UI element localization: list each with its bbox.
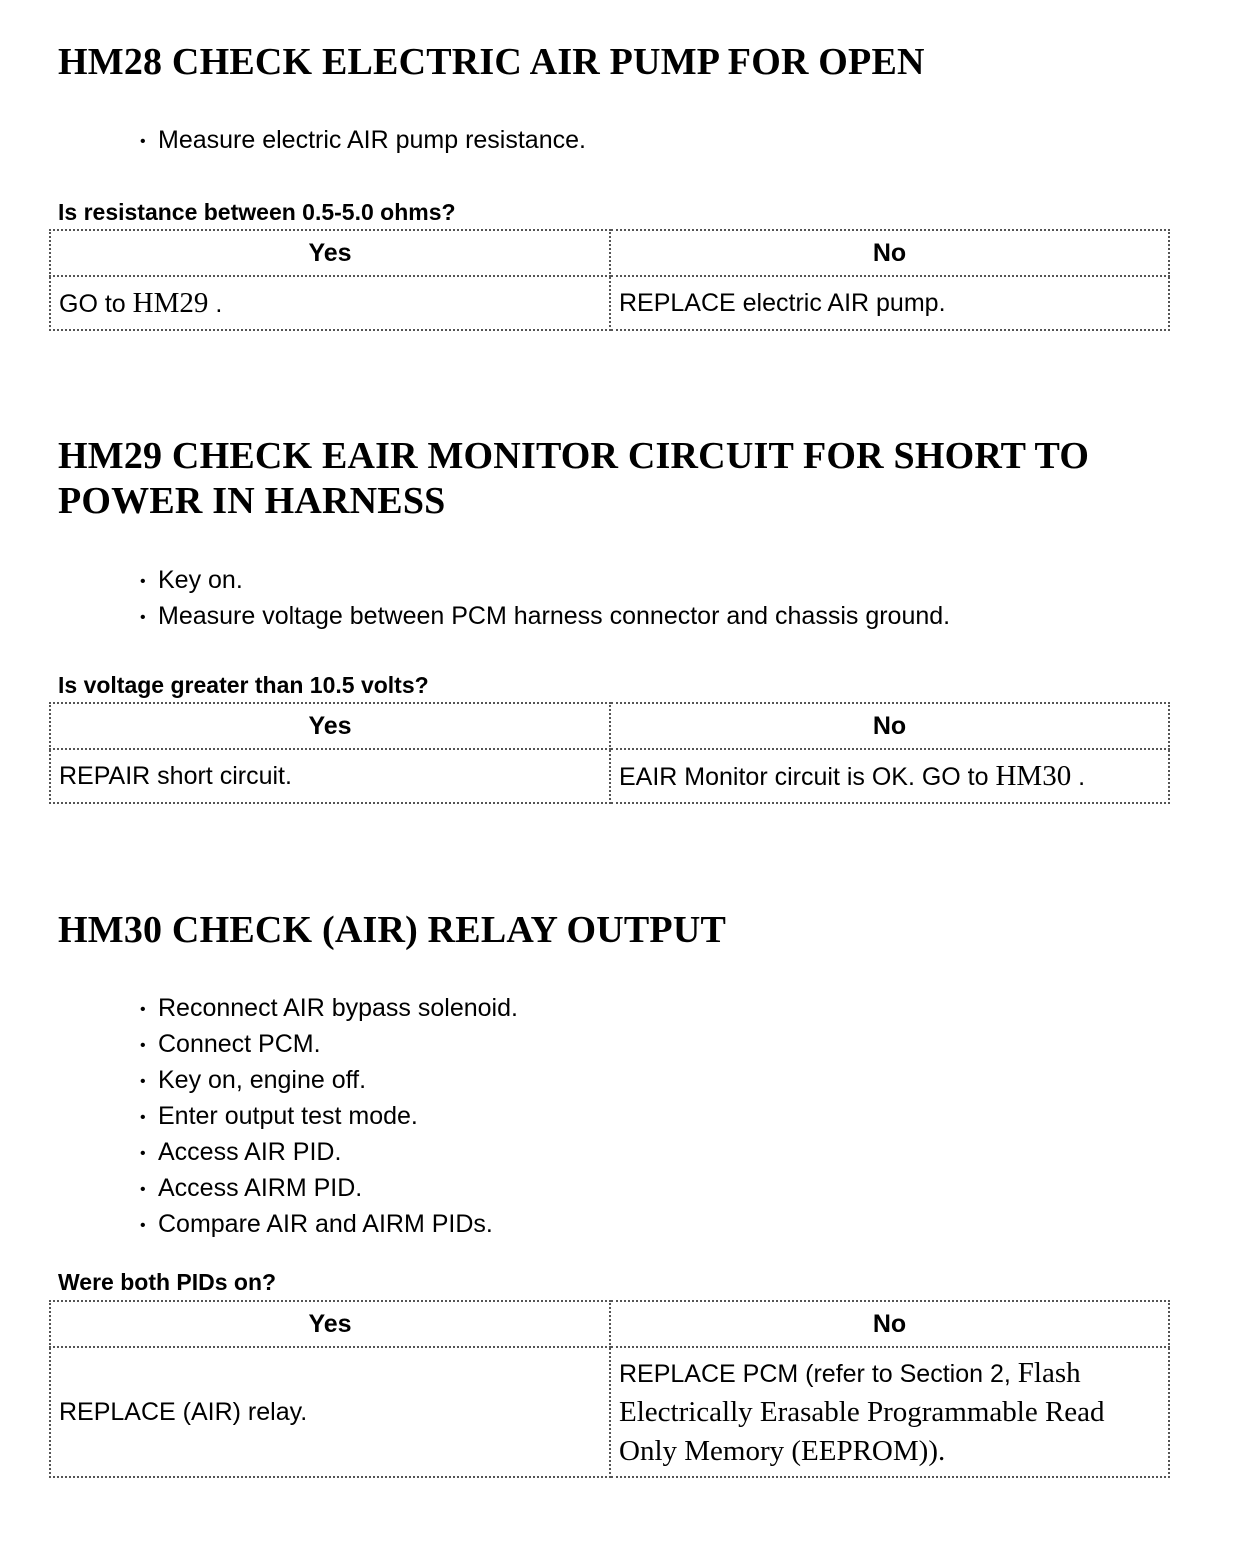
step-list-hm30 (140, 991, 518, 1243)
list-item: • Measure electric AIR pump resistance. (140, 123, 586, 159)
no-cell: REPLACE electric AIR pump. (610, 276, 1169, 330)
section-title-hm29: HM29 CHECK EAIR MONITOR CIRCUIT FOR SHORT TO POWER IN HARNESS (58, 435, 1090, 522)
section-title-hm28: HM28 CHECK ELECTRIC AIR PUMP FOR OPEN (58, 41, 925, 83)
table-header-row (50, 230, 1169, 276)
list-item: • Access AIR PID. (140, 1135, 518, 1171)
bullet-icon: • (140, 609, 146, 626)
list-item: • Connect PCM. (140, 1027, 518, 1063)
question-hm30: Were both PIDs on? (58, 1269, 277, 1295)
list-item: • Key on. (140, 563, 950, 599)
yes-cell: REPAIR short circuit. (50, 749, 610, 803)
table-header-row (50, 1301, 1169, 1347)
bullet-icon: • (140, 1181, 146, 1198)
bullet-icon: • (140, 1217, 146, 1234)
hm29-link[interactable]: HM29 (132, 286, 209, 319)
yes-cell: GO to HM29 . (50, 276, 610, 330)
bullet-icon: • (140, 573, 146, 590)
yes-cell: REPLACE (AIR) relay. (50, 1347, 610, 1477)
bullet-icon: • (140, 1037, 146, 1054)
list-item: • Reconnect AIR bypass solenoid. (140, 991, 518, 1027)
answer-table-hm30 (49, 1300, 1170, 1478)
section-title-hm30: HM30 CHECK (AIR) RELAY OUTPUT (58, 909, 727, 951)
list-item: • Measure voltage between PCM harness connector and chassis ground. (140, 599, 950, 635)
list-item: • Compare AIR and AIRM PIDs. (140, 1207, 518, 1243)
no-cell: REPLACE PCM (refer to Section 2, Flash Electrically Erasable Programmable Read Only Memory (EEPROM)). (610, 1347, 1169, 1477)
step-list-hm28 (140, 123, 586, 159)
bullet-icon: • (140, 1109, 146, 1126)
bullet-icon: • (140, 1073, 146, 1090)
bullet-icon: • (140, 1001, 146, 1018)
table-header-row (50, 703, 1169, 749)
question-hm28: Is resistance between 0.5-5.0 ohms? (58, 199, 456, 225)
list-item: • Enter output test mode. (140, 1099, 518, 1135)
eeprom-section-link[interactable]: Flash Electrically Erasable Programmable Read Only Memory (EEPROM) (619, 1356, 1105, 1467)
no-cell: EAIR Monitor circuit is OK. GO to HM30 . (610, 749, 1169, 803)
answer-table-hm28 (49, 229, 1170, 331)
list-item: • Access AIRM PID. (140, 1171, 518, 1207)
yes-header: Yes (50, 1301, 610, 1347)
no-header: No (610, 230, 1169, 276)
step-list-hm29 (140, 563, 950, 635)
answer-table-hm29 (49, 702, 1170, 804)
table-row (50, 1347, 1169, 1477)
yes-header: Yes (50, 703, 610, 749)
no-header: No (610, 1301, 1169, 1347)
yes-header: Yes (50, 230, 610, 276)
list-item: • Key on, engine off. (140, 1063, 518, 1099)
bullet-icon: • (140, 133, 146, 150)
question-hm29: Is voltage greater than 10.5 volts? (58, 672, 429, 698)
table-row (50, 749, 1169, 803)
bullet-icon: • (140, 1145, 146, 1162)
table-row (50, 276, 1169, 330)
hm30-link[interactable]: HM30 (995, 759, 1072, 792)
no-header: No (610, 703, 1169, 749)
